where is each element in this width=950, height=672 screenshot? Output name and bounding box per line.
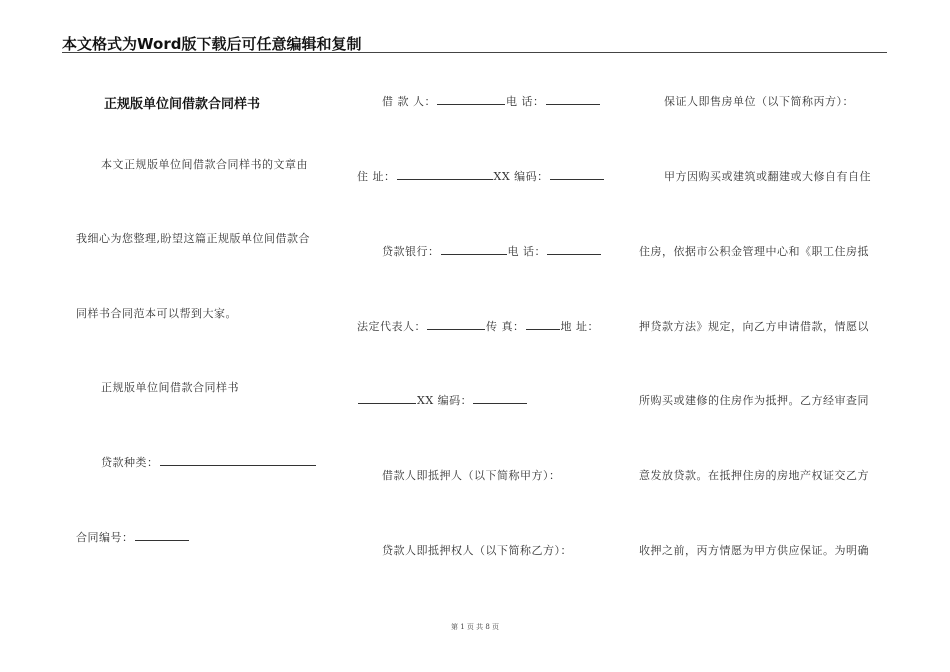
page-number: 第 1 页 共 8 页 <box>450 623 500 631</box>
loan-type-blank <box>160 455 316 466</box>
body-line-5: 意发放贷款。在抵押住房的房地产权证交乙方 <box>639 469 869 482</box>
loan-type-row <box>101 454 317 470</box>
contract-no-blank <box>135 530 189 541</box>
fax-label: 传 真： <box>486 320 525 333</box>
body-line-6: 收押之前，丙方情愿为甲方供应保证。为明确 <box>639 544 869 557</box>
address-row <box>357 168 605 184</box>
legal-rep-label: 法定代表人： <box>357 320 426 333</box>
contract-no-row <box>76 529 190 545</box>
address-blank <box>397 169 493 180</box>
phone-blank <box>546 94 600 105</box>
borrower-blank <box>437 94 505 105</box>
body-line-4: 所购买或建修的住房作为抵押。乙方经审查同 <box>639 394 869 407</box>
address-label-2: 地 址： <box>560 320 599 333</box>
mortgagee-line: 贷款人即抵押权人（以下简称乙方）： <box>382 544 572 557</box>
intro-line-1: 本文正规版单位间借款合同样书的文章由 <box>101 158 308 171</box>
body-line-1: 甲方因购买或建筑或翻建或大修自有自住 <box>664 170 871 183</box>
guarantor-line: 保证人即售房单位（以下简称丙方）： <box>664 95 854 108</box>
section-subtitle: 正规版单位间借款合同样书 <box>101 381 239 394</box>
xx-code-blank-2 <box>473 393 527 404</box>
address-label: 住 址： <box>357 170 396 183</box>
lending-bank-row <box>382 243 602 259</box>
fax-blank <box>526 319 560 330</box>
xx-code-lead-blank <box>358 393 416 404</box>
xx-code-label-2: XX 编码： <box>417 394 473 407</box>
xx-code-row-2 <box>357 392 528 408</box>
xx-code-label: XX 编码： <box>493 170 549 183</box>
phone-label-2: 电 话： <box>507 245 546 258</box>
phone-blank-2 <box>547 244 601 255</box>
contract-no-label: 合同编号： <box>76 531 134 544</box>
document-header: 本文格式为Word版下载后可任意编辑和复制 <box>62 35 362 53</box>
document-title: 正规版单位间借款合同样书 <box>104 97 261 112</box>
body-line-2: 住房，依据市公积金管理中心和《职工住房抵 <box>639 245 869 258</box>
loan-type-label: 贷款种类： <box>101 456 159 469</box>
phone-label: 电 话： <box>506 95 545 108</box>
borrower-label: 借 款 人： <box>382 95 436 108</box>
legal-rep-blank <box>427 319 485 330</box>
borrower-row <box>382 93 601 109</box>
lending-bank-label: 贷款银行： <box>382 245 440 258</box>
body-line-3: 押贷款方法》规定，向乙方申请借款，情愿以 <box>639 320 869 333</box>
header-divider <box>62 52 887 53</box>
mortgagor-line: 借款人即抵押人（以下简称甲方）： <box>382 469 561 482</box>
intro-line-2: 我细心为您整理,盼望这篇正规版单位间借款合 <box>76 232 310 245</box>
lending-bank-blank <box>441 244 507 255</box>
intro-line-3: 同样书合同范本可以帮到大家。 <box>76 307 237 320</box>
xx-code-blank <box>550 169 604 180</box>
legal-rep-row <box>357 318 599 334</box>
